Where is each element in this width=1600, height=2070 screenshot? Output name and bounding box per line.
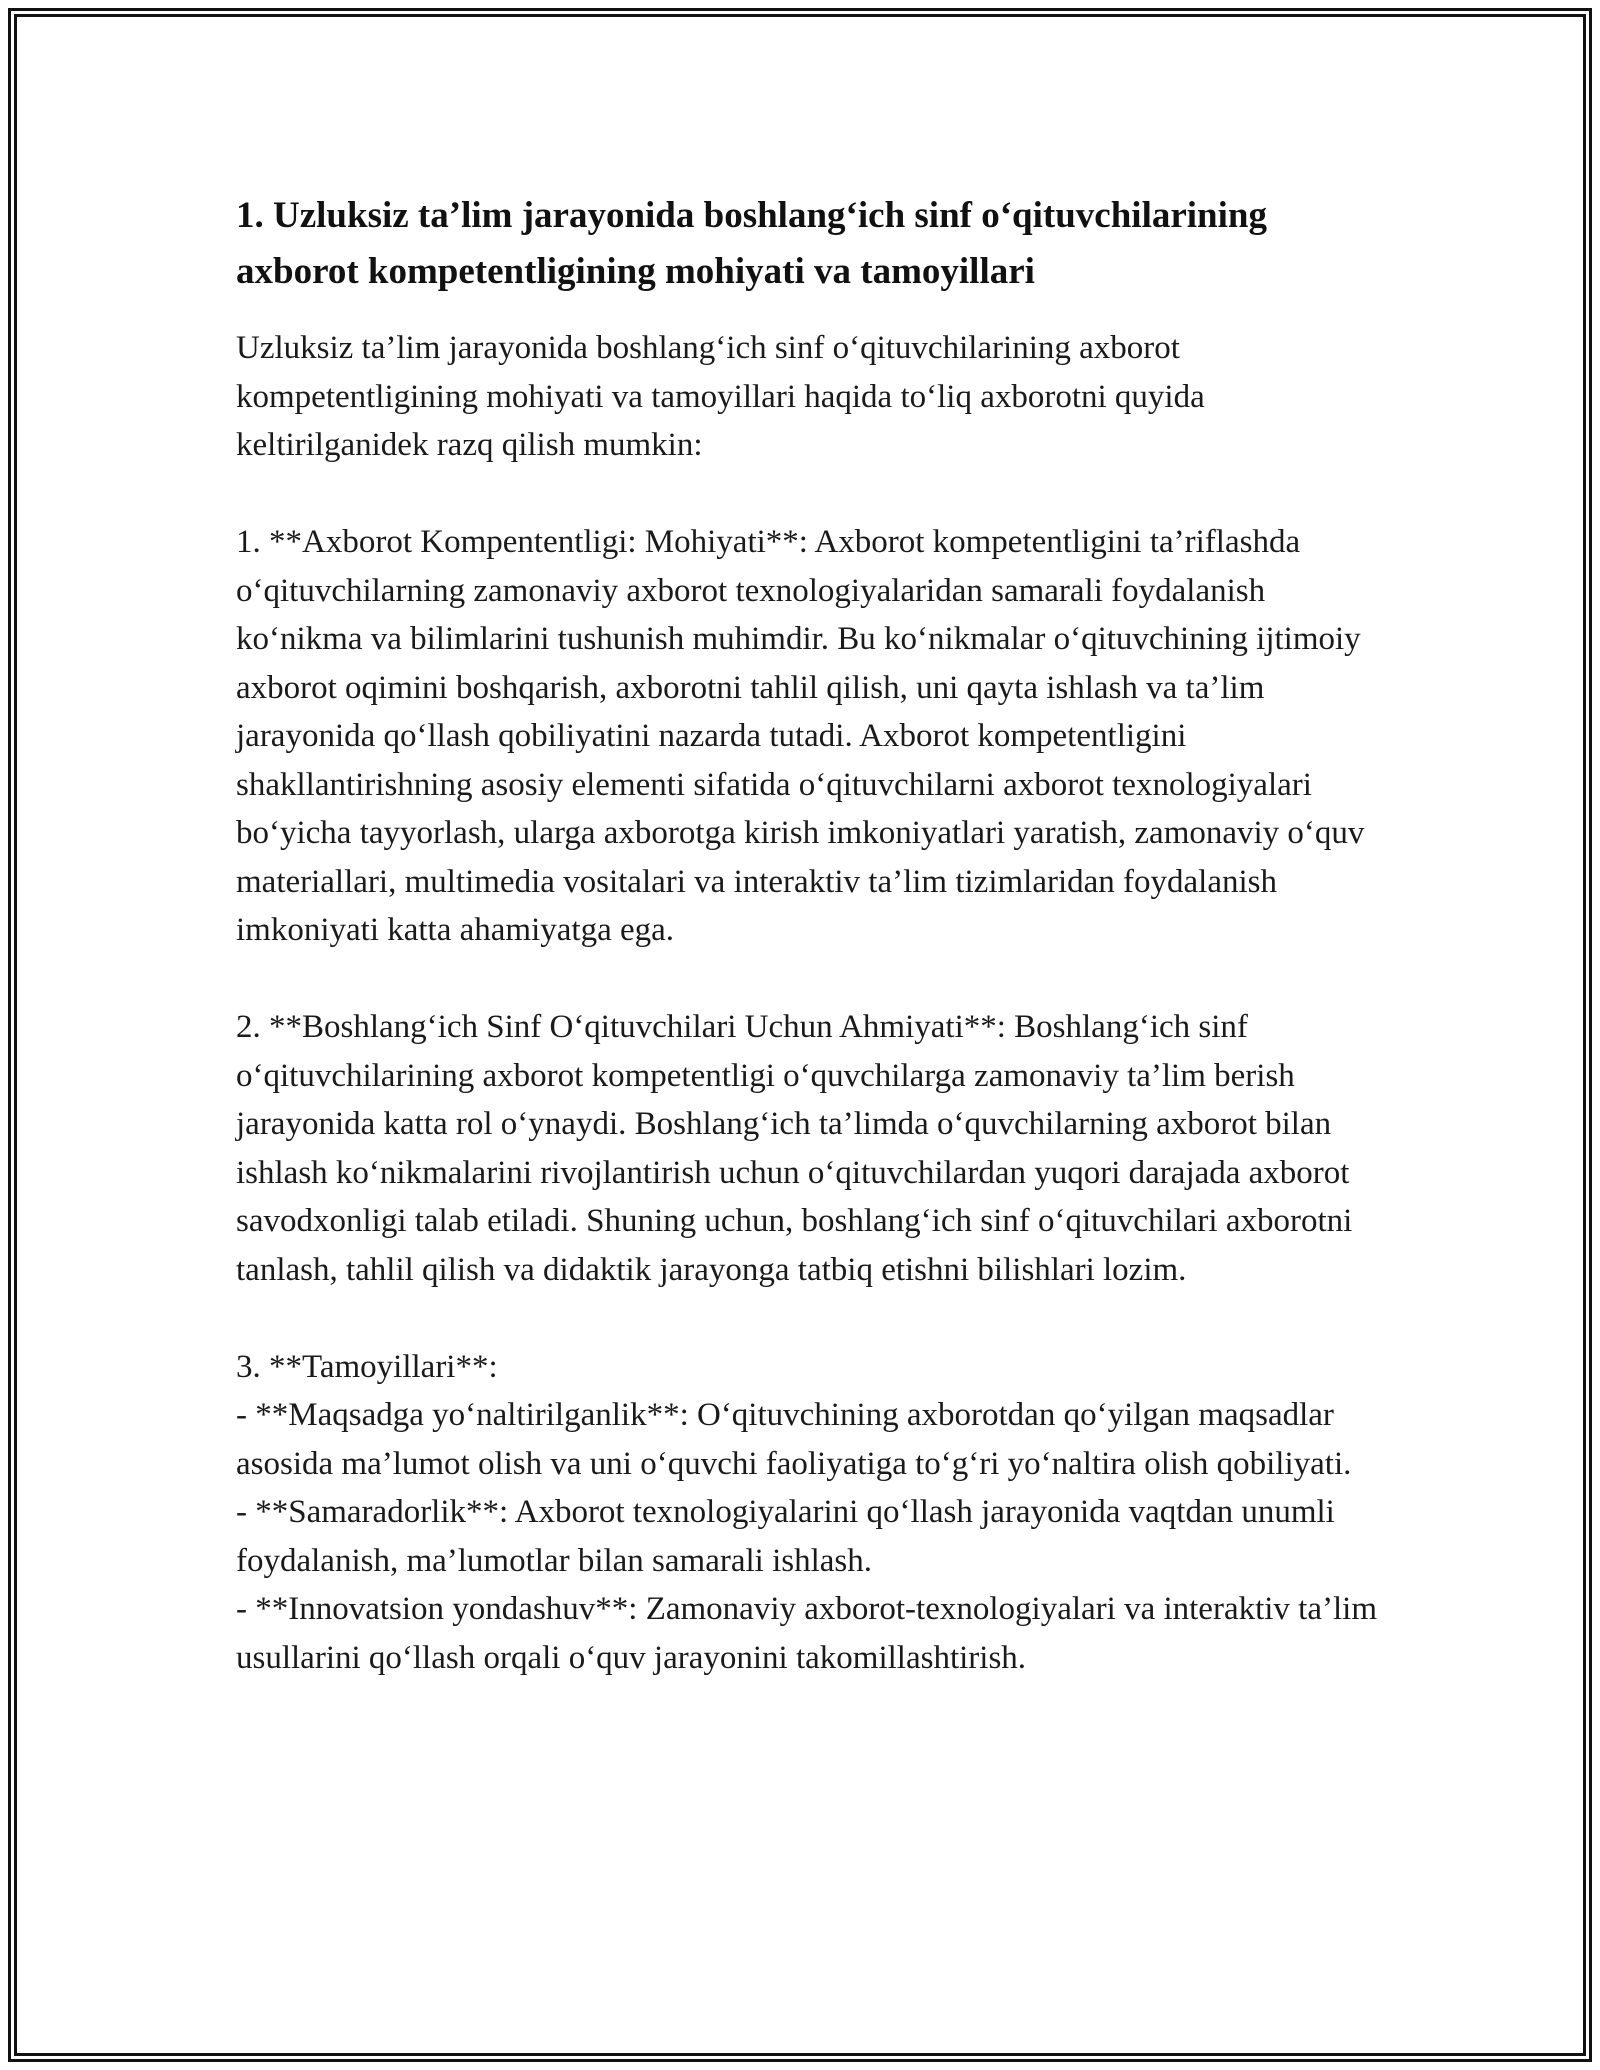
document-content	[236, 188, 1396, 1682]
document-body: Uzluksiz ta’lim jarayonida boshlang‘ich sinf o‘qituvchilarining axborot kompetentligining mohiyati va tamoyillari haqida to‘liq axborotni quyida keltirilganidek razq qilish mumkin: 1. **Axborot Kompententligi: Mohiyati**: Axborot kompetentligini ta’riflashda o‘qituvchilarning zamonaviy axborot texnologiyalaridan samarali foydalanish ko‘nikma va bilimlarini tushunish muhimdir. Bu ko‘nikmalar o‘qituvchining ijtimoiy axborot oqimini boshqarish, axborotni tahlil qilish, uni qayta ishlash va ta’lim jarayonida qo‘llash qobiliyatini nazarda tutadi. Axborot kompetentligini shakllantirishning asosiy elementi sifatida o‘qituvchilarni axborot texnologiyalari bo‘yicha tayyorlash, ularga axborotga kirish imkoniyatlari yaratish, zamonaviy o‘quv materiallari, multimedia vositalari va interaktiv ta’lim tizimlaridan foydalanish imkoniyati katta ahamiyatga ega. 2. **Boshlang‘ich Sinf O‘qituvchilari Uchun Ahmiyati**: Boshlang‘ich sinf o‘qituvchilarining axborot kompetentligi o‘quvchilarga zamonaviy ta’lim berish jarayonida katta rol o‘ynaydi. Boshlang‘ich ta’limda o‘quvchilarning axborot bilan ishlash ko‘nikmalarini rivojlantirish uchun o‘qituvchilardan yuqori darajada axborot savodxonligi talab etiladi. Shuning uchun, boshlang‘ich sinf o‘qituvchilari axborotni tanlash, tahlil qilish va didaktik jarayonga tatbiq etishni bilishlari lozim. 3. **Tamoyillari**: - **Maqsadga yo‘naltirilganlik**: O‘qituvchining axborotdan qo‘yilgan maqsadlar asosida ma’lumot olish va uni o‘quvchi faoliyatiga to‘g‘ri yo‘naltira olish qobiliyati. - **Samaradorlik**: Axborot texnologiyalarini qo‘llash jarayonida vaqtdan unumli foydalanish, ma’lumotlar bilan samarali ishlash. - **Innovatsion yondashuv**: Zamonaviy axborot-texnologiyalari va interaktiv ta’lim usullarini qo‘llash orqali o‘quv jarayonini takomillashtirish.	[236, 330, 1377, 1676]
document-title: 1. Uzluksiz ta’lim jarayonida boshlang‘ich sinf o‘qituvchilarining axborot kompetentligining mohiyati va tamoyillari	[236, 195, 1267, 292]
